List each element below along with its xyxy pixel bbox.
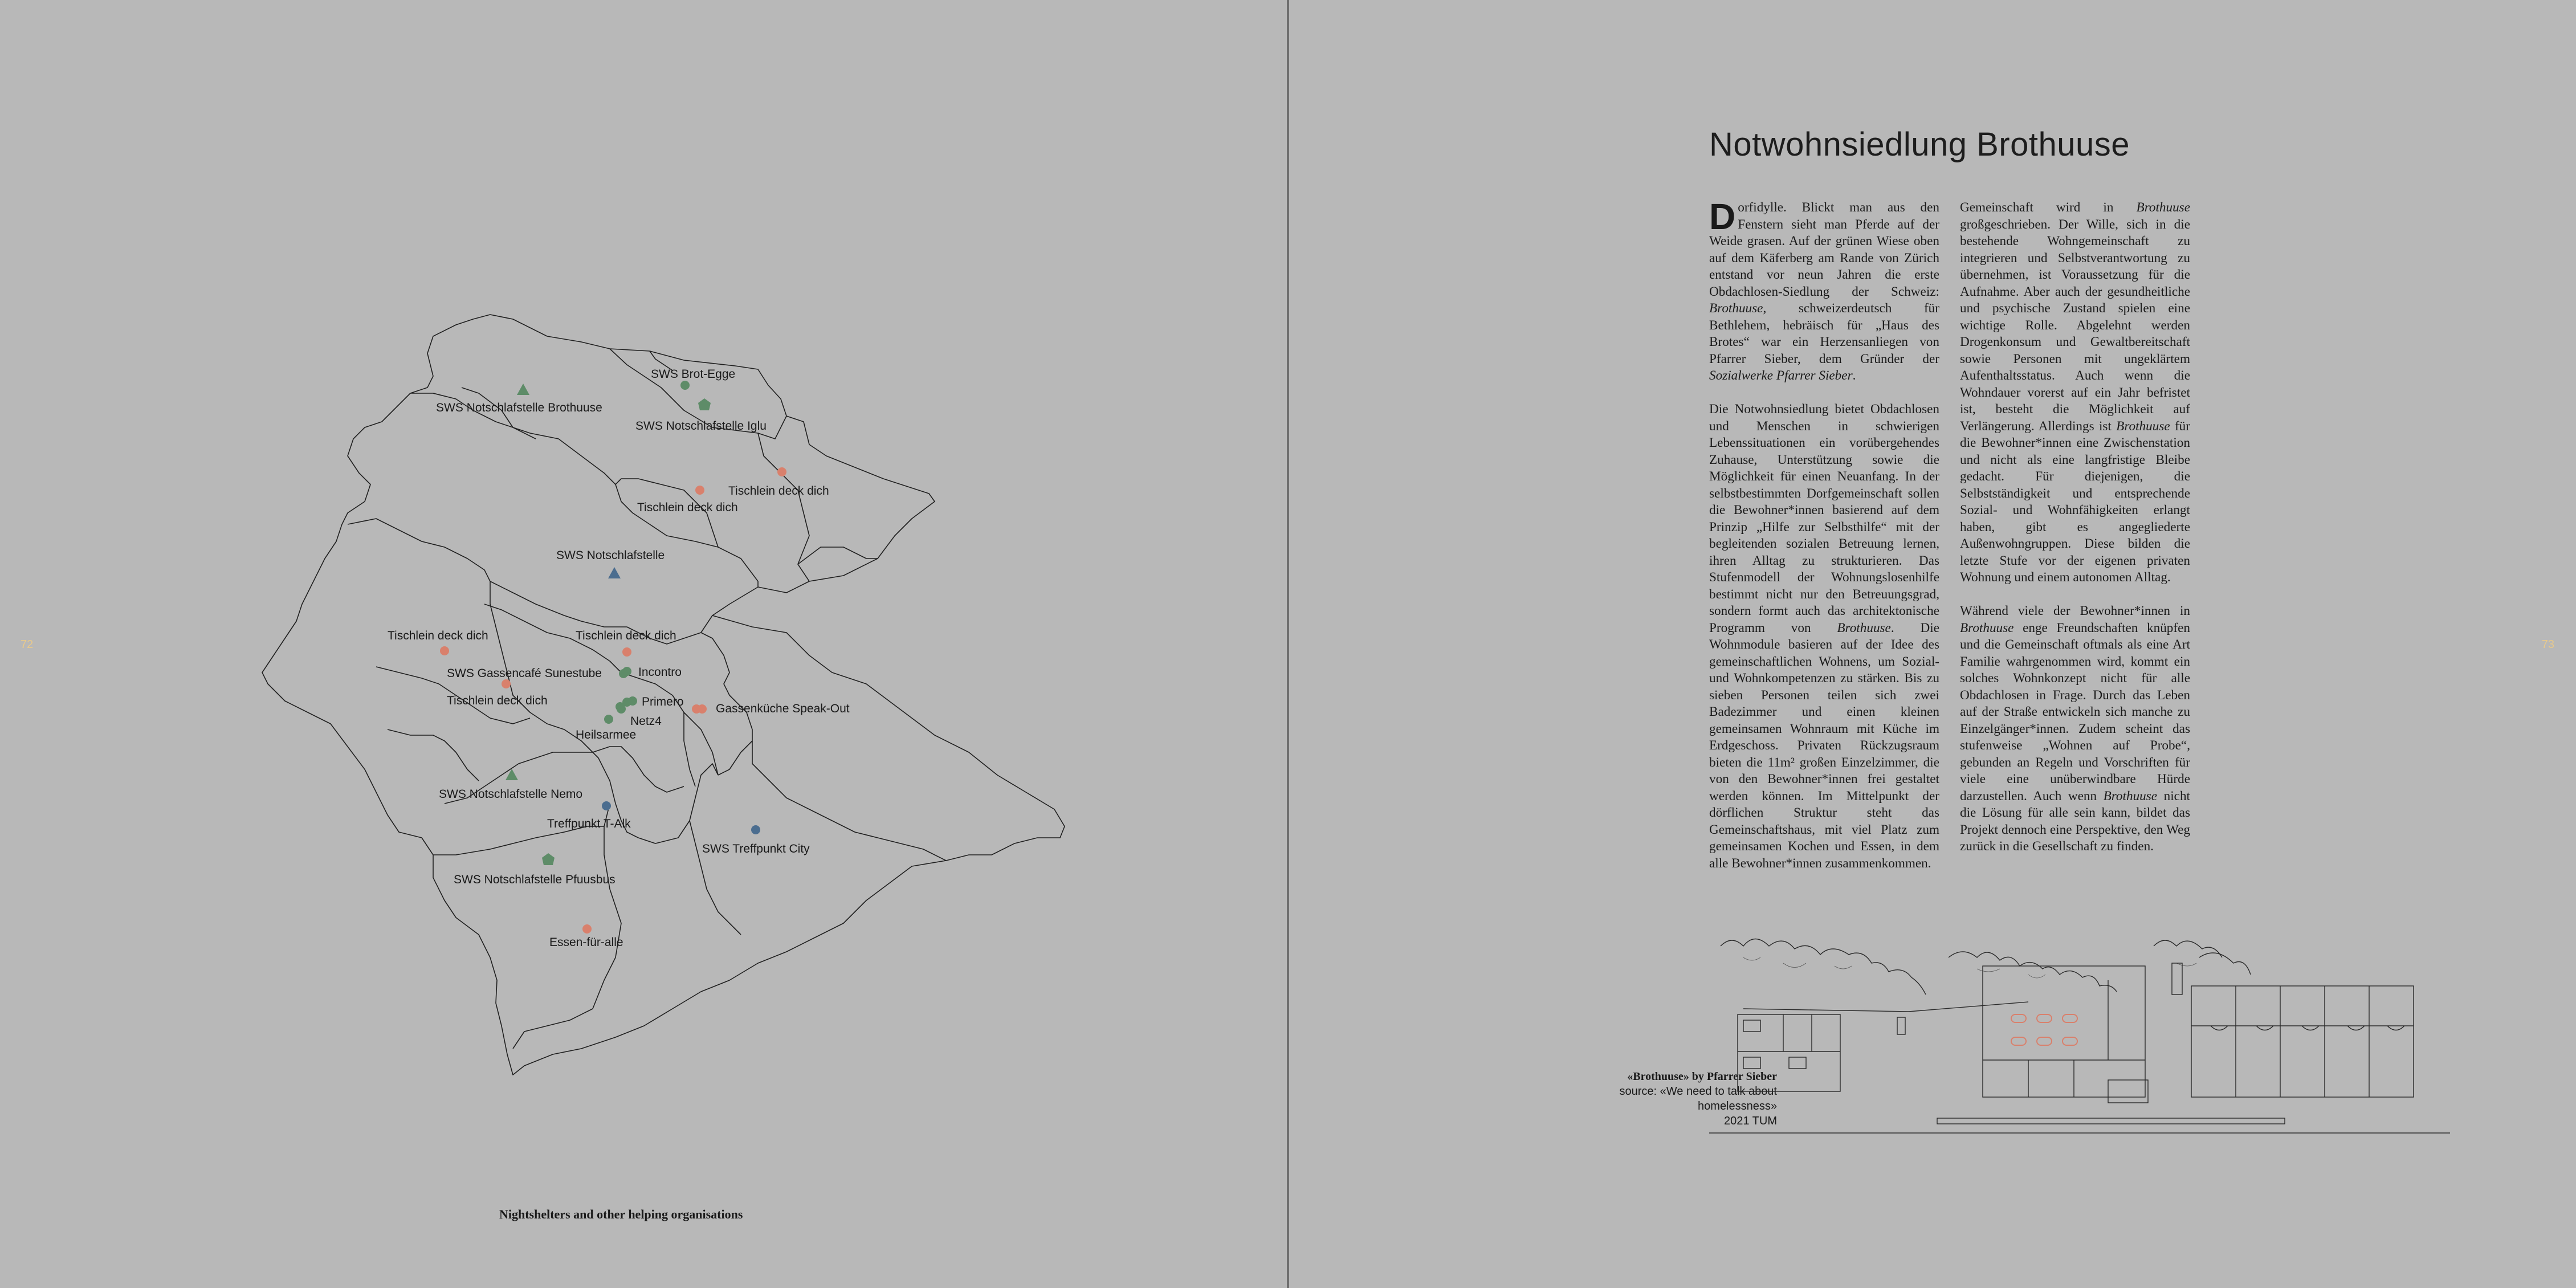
text-run-italic: Brothuuse xyxy=(1837,620,1891,635)
map-label: SWS Gassencafé Sunestube xyxy=(447,667,602,680)
dining-table xyxy=(2037,1037,2052,1045)
plinth xyxy=(1937,1118,2285,1124)
map-marker xyxy=(602,801,611,810)
text-run: nicht die Lösung für alle sein kann, bildet das Projekt dennoch eine Perspektive, den Weg zurück in die Gesellschaft zu finden. xyxy=(1960,788,2190,854)
text-run-italic: Sozialwerke Pfarrer Sieber xyxy=(1709,368,1853,383)
door-swing xyxy=(2211,1026,2404,1030)
fixture xyxy=(1743,1057,1760,1069)
map-marker xyxy=(506,769,518,780)
map-caption: Nightshelters and other helping organisations xyxy=(499,1207,743,1221)
map-label: Tischlein deck dich xyxy=(728,484,829,498)
site-line xyxy=(1743,1009,1909,1012)
map-label: Gassenküche Speak-Out xyxy=(716,702,850,715)
map-marker xyxy=(751,825,760,834)
housing-row xyxy=(2191,986,2414,1097)
plan-linework xyxy=(1709,939,2450,1134)
map-label: Netz4 xyxy=(630,715,662,728)
floor-plan-drawing xyxy=(1709,935,2450,1140)
text-run: , schweizerdeutsch für Bethlehem, hebräisch für „Haus des Brotes“ war ein Herzensanliegen von Pfarrer Sieber, dem Gründer der xyxy=(1709,301,1939,366)
map-label: SWS Notschlafstelle xyxy=(556,549,665,562)
community-house xyxy=(1983,966,2145,1097)
map-label: SWS Brot-Egge xyxy=(651,368,736,381)
map-marker xyxy=(608,567,621,578)
article-column-1 xyxy=(1709,196,1939,889)
text-run: Gemeinschaft wird in xyxy=(1960,200,2137,215)
map-marker xyxy=(622,647,631,657)
text-run-italic: Brothuuse xyxy=(2103,788,2158,804)
paragraph xyxy=(1709,401,1939,872)
plan-caption-source: source: «We need to talk about homelessness» xyxy=(1619,1085,1777,1112)
map-label: SWS Notschlafstelle Nemo xyxy=(439,788,583,801)
chimney xyxy=(2172,963,2182,994)
district-line-6 xyxy=(758,433,809,581)
site-line xyxy=(1909,1002,2028,1012)
folio-left: 72 xyxy=(21,638,34,651)
text-run: orfidylle. Blickt man aus den Fenstern sieht man Pferde auf der Weide grasen. Auf der grünen Wiese oben auf dem Käferberg am Rande von Zürich entstand vor neun Jahren die erste Obdachlosen-Siedlung der Schweiz: xyxy=(1709,200,1939,299)
map-marker xyxy=(604,715,613,724)
map-marker xyxy=(517,384,529,395)
map-label: Treffpunkt T-Alk xyxy=(547,817,631,830)
zurich-district-map xyxy=(0,0,1287,1288)
map-marker xyxy=(582,924,592,934)
map-marker xyxy=(695,486,704,495)
fixture xyxy=(1743,1020,1760,1032)
map-marker xyxy=(542,853,555,865)
text-run-italic: Brothuuse xyxy=(2116,418,2170,434)
paragraph xyxy=(1709,196,1939,385)
annex xyxy=(2108,1080,2148,1103)
map-label: SWS Treffpunkt City xyxy=(702,842,810,855)
map-label: SWS Notschlafstelle Pfuusbus xyxy=(454,873,616,886)
fixture xyxy=(1789,1057,1806,1069)
tree-canopy xyxy=(1721,939,2251,995)
article-title: Notwohnsiedlung Brothuuse xyxy=(1709,126,2130,163)
drop-cap: D xyxy=(1709,196,1736,237)
left-page xyxy=(0,0,1287,1288)
dining-table xyxy=(2011,1014,2026,1022)
map-label: Incontro xyxy=(638,666,682,679)
text-run: Die Notwohnsiedlung bietet Obdachlosen und Menschen in schwierigen Lebenssituationen ein vorübergehendes Zuhause, Unterstützung sowie die Möglichkeit für einen Neuanfang. In der selbstbestimmten Dorfgemeinschaft sollen die Bewohner*innen basierend auf dem Prinzip „Hilfe zur Selbsthilfe“ mit der begleitenden sozialen Betreuung lernen, ihren Alltag zu strukturieren. Das Stufenmodell der Wohnungslosenhilfe bestimmt nicht nur den Betreuungsgrad, sondern formt auch das architektonische Programm von xyxy=(1709,402,1939,635)
dining-table xyxy=(2063,1014,2077,1022)
map-label: SWS Notschlafstelle Brothuuse xyxy=(436,401,602,414)
text-run: für die Bewohner*innen eine Zwischenstation und nicht als eine langfristige Bleibe gedacht. Für diejenigen, die Selbstständigkeit und entsprechende Sozial- und Wohnfähigkeiten erlangt haben, gibt es angegliederte Außenwohngruppen. Diese bilden die letzte Stufe vor der eigenen privaten Wohnung und einem autonomen Alltag. xyxy=(1960,418,2190,585)
map-label: Tischlein deck dich xyxy=(637,501,738,514)
dining-table xyxy=(2063,1037,2077,1045)
map-marker xyxy=(698,398,711,410)
district-line-13 xyxy=(684,712,695,786)
dining-tables xyxy=(2011,1014,2077,1045)
text-run-italic: Brothuuse xyxy=(2136,200,2190,215)
map-marker xyxy=(616,702,625,711)
text-run: enge Freundschaften knüpfen und die Gemeinschaft oftmals als eine Art Familie wahrgenommen wird, kommt ein solches Wohnkonzept nicht für alle Obdachlosen in Frage. Durch das Leben auf der Straße entwickeln sich manche zu Einzelgänger*innen. Zudem scheint das stufenweise „Wohnen auf Probe“, gebunden an Regeln und Vorschriften für viele eine unüberwindbare Hürde darzustellen. Auch wenn xyxy=(1960,620,2190,804)
district-line-16 xyxy=(690,821,741,935)
right-page xyxy=(1289,0,2576,1288)
dining-table xyxy=(2011,1037,2026,1045)
building-left xyxy=(1738,1014,1840,1091)
district-line-14 xyxy=(593,747,684,792)
map-marker xyxy=(502,679,511,688)
map-marker xyxy=(619,669,628,678)
map-marker xyxy=(440,646,449,655)
map-label: Primero xyxy=(642,695,684,708)
article-column-2 xyxy=(1960,199,2190,872)
small-structure xyxy=(1897,1017,1905,1034)
paragraph xyxy=(1960,603,2190,855)
folio-right: 73 xyxy=(2541,638,2554,651)
map-labels xyxy=(388,368,850,949)
map-label: Heilsarmee xyxy=(576,728,637,741)
text-run: großgeschrieben. Der Wille, sich in die bestehende Wohngemeinschaft zu integrieren und Selbstverantwortung zu übernehmen, ist Voraussetzung für die Aufnahme. Aber auch der gesundheitliche und psychische Zustand spielen eine wichtige Rolle. Abgelehnt werden Drogenkonsum und Gewaltbereitschaft sowie Personen mit ungeklärtem Aufenthaltsstatus. Auch wenn die Wohndauer vorerst auf ein Jahr befristet ist, besteht die Möglichkeit auf Verlängerung. Allerdings ist xyxy=(1960,217,2190,434)
map-label: SWS Notschlafstelle Iglu xyxy=(635,419,767,433)
map-label: Tischlein deck dich xyxy=(447,694,548,707)
district-line-20 xyxy=(388,729,479,781)
text-run: . Die Wohnmodule basieren auf der Idee des gemeinschaftlichen Wohnens, um Sozial- und Wohnkompetenzen zu stärken. Bis zu sieben Personen teilen sich zwei Badezimmer und einen kleinen gemeinsamen Wohnraum mit Küche im Erdgeschoss. Privaten Rückzugsraum bieten die 11m² großen Einzelzimmer, die von den Bewohner*innen frei gestaltet werden können. Im Mittelpunkt der dörflichen Struktur steht das Gemeinschaftshaus, mit viel Platz zum gemeinsamen Kochen und Essen, in dem alle Bewohner*innen zusammenkommen. xyxy=(1709,620,1939,871)
district-line-8 xyxy=(348,519,496,627)
map-marker xyxy=(777,467,786,476)
text-run: . xyxy=(1852,368,1856,383)
plan-caption-title: «Brothuuse» by Pfarrer Sieber xyxy=(1627,1070,1777,1083)
map-label: Tischlein deck dich xyxy=(388,629,488,642)
map-label: Essen-für-alle xyxy=(549,936,623,949)
text-run-italic: Brothuuse xyxy=(1709,301,1763,316)
text-run: Während viele der Bewohner*innen in xyxy=(1960,604,2190,618)
map-marker xyxy=(680,381,690,390)
map-marker xyxy=(698,704,707,714)
district-line-7 xyxy=(798,547,878,564)
district-line-17 xyxy=(513,804,621,1049)
paragraph xyxy=(1960,199,2190,586)
dining-table xyxy=(2037,1014,2052,1022)
map-label: Tischlein deck dich xyxy=(576,629,676,642)
tree-shading xyxy=(1743,957,2196,978)
text-run-italic: Brothuuse xyxy=(1960,620,2014,635)
plan-caption-year: 2021 TUM xyxy=(1723,1115,1777,1127)
district-line-18 xyxy=(433,826,604,855)
